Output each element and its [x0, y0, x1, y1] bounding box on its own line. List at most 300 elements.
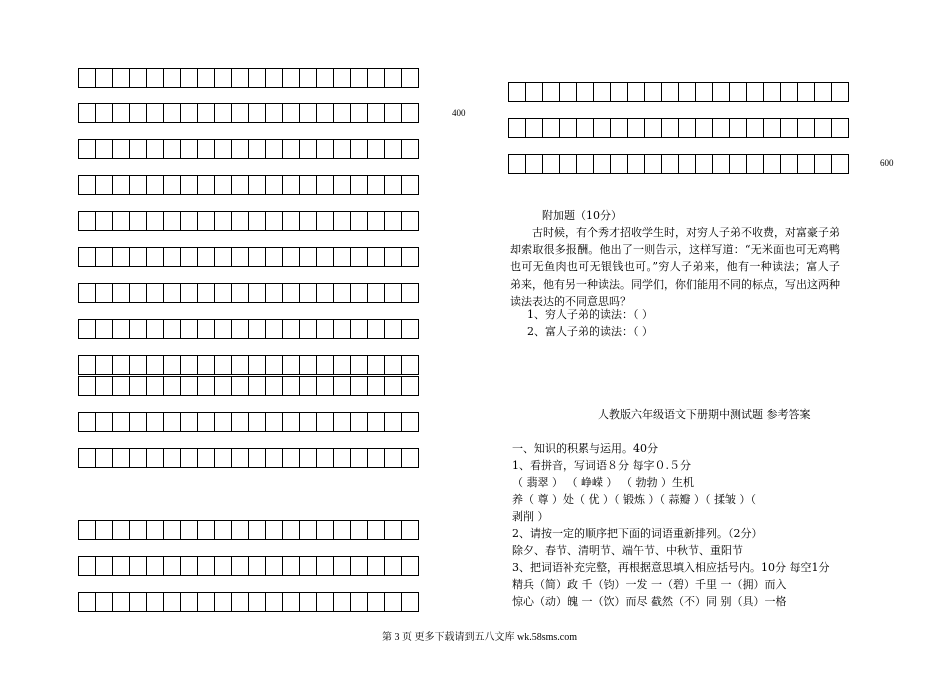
grid-cell — [215, 556, 232, 576]
grid-cell — [300, 139, 317, 159]
grid-cell — [351, 355, 368, 375]
grid-cell — [130, 211, 147, 231]
grid-row — [78, 68, 419, 88]
grid-cell — [181, 103, 198, 123]
grid-cell — [611, 82, 628, 102]
grid-cell — [351, 520, 368, 540]
grid-cell — [249, 556, 266, 576]
grid-cell — [130, 520, 147, 540]
grid-cell — [232, 319, 249, 339]
grid-cell — [147, 556, 164, 576]
grid-cell — [96, 103, 113, 123]
grid-cell — [402, 448, 419, 468]
grid-cell — [232, 68, 249, 88]
grid-cell — [696, 118, 713, 138]
grid-cell — [317, 376, 334, 396]
grid-cell — [249, 139, 266, 159]
grid-cell — [232, 139, 249, 159]
grid-cell — [402, 592, 419, 612]
grid-cell — [713, 154, 730, 174]
grid-cell — [96, 376, 113, 396]
grid-cell — [215, 103, 232, 123]
grid-cell — [113, 247, 130, 267]
grid-cell — [317, 247, 334, 267]
grid-cell — [181, 175, 198, 195]
answer-line: 3、把词语补充完整，再根据意思填入相应括号内。10分 每空1分 — [512, 561, 830, 574]
grid-cell — [147, 139, 164, 159]
grid-cell — [368, 175, 385, 195]
grid-cell — [594, 82, 611, 102]
grid-cell — [300, 412, 317, 432]
grid-cell — [198, 448, 215, 468]
grid-cell — [232, 211, 249, 231]
grid-cell — [283, 175, 300, 195]
grid-cell — [300, 211, 317, 231]
grid-cell — [368, 103, 385, 123]
grid-cell — [266, 592, 283, 612]
grid-cell — [130, 139, 147, 159]
grid-cell — [385, 592, 402, 612]
grid-cell — [645, 154, 662, 174]
grid-cell — [130, 103, 147, 123]
grid-cell — [249, 412, 266, 432]
grid-cell — [164, 103, 181, 123]
grid-cell — [300, 448, 317, 468]
grid-cell — [181, 448, 198, 468]
grid-cell — [747, 154, 764, 174]
grid-cell — [215, 412, 232, 432]
grid-cell — [334, 556, 351, 576]
grid-cell — [249, 355, 266, 375]
grid-cell — [113, 448, 130, 468]
grid-cell — [402, 319, 419, 339]
grid-row — [78, 211, 419, 231]
grid-cell — [147, 520, 164, 540]
grid-cell — [334, 175, 351, 195]
grid-cell — [181, 592, 198, 612]
grid-cell — [509, 118, 526, 138]
grid-cell — [164, 283, 181, 303]
grid-cell — [368, 556, 385, 576]
grid-cell — [334, 139, 351, 159]
grid-cell — [300, 592, 317, 612]
grid-cell — [351, 592, 368, 612]
grid-cell — [317, 319, 334, 339]
grid-cell — [300, 68, 317, 88]
grid-cell — [266, 556, 283, 576]
answer-line: 剥削 ） — [512, 510, 549, 523]
grid-cell — [283, 520, 300, 540]
grid-cell — [147, 412, 164, 432]
grid-row — [508, 82, 849, 102]
grid-cell — [79, 139, 96, 159]
grid-cell — [283, 376, 300, 396]
grid-cell — [334, 412, 351, 432]
grid-cell — [577, 118, 594, 138]
grid-cell — [300, 283, 317, 303]
grid-cell — [147, 211, 164, 231]
grid-cell — [334, 103, 351, 123]
grid-cell — [232, 283, 249, 303]
grid-cell — [594, 154, 611, 174]
grid-cell — [798, 82, 815, 102]
grid-cell — [385, 448, 402, 468]
grid-cell — [249, 592, 266, 612]
grid-cell — [815, 154, 832, 174]
answer-line: 1、看拼音，写词语８分 每字０.５分 — [512, 459, 691, 472]
grid-cell — [215, 520, 232, 540]
grid-cell — [215, 175, 232, 195]
grid-cell — [679, 154, 696, 174]
grid-cell — [232, 376, 249, 396]
grid-cell — [147, 355, 164, 375]
grid-cell — [266, 520, 283, 540]
grid-cell — [351, 283, 368, 303]
grid-cell — [79, 412, 96, 432]
grid-cell — [317, 139, 334, 159]
grid-cell — [781, 154, 798, 174]
grid-cell — [181, 376, 198, 396]
grid-cell — [266, 139, 283, 159]
grid-cell — [283, 211, 300, 231]
grid-cell — [79, 376, 96, 396]
grid-cell — [300, 376, 317, 396]
grid-cell — [266, 355, 283, 375]
grid-cell — [798, 118, 815, 138]
grid-cell — [249, 68, 266, 88]
grid-cell — [509, 154, 526, 174]
grid-cell — [317, 68, 334, 88]
grid-cell — [351, 211, 368, 231]
grid-cell — [662, 154, 679, 174]
grid-cell — [385, 247, 402, 267]
grid-cell — [402, 556, 419, 576]
grid-cell — [215, 376, 232, 396]
grid-cell — [266, 319, 283, 339]
grid-cell — [266, 211, 283, 231]
grid-cell — [164, 520, 181, 540]
grid-cell — [645, 118, 662, 138]
grid-cell — [164, 448, 181, 468]
grid-cell — [130, 376, 147, 396]
grid-cell — [130, 355, 147, 375]
grid-cell — [351, 319, 368, 339]
grid-cell — [113, 175, 130, 195]
grid-cell — [96, 211, 113, 231]
grid-cell — [79, 592, 96, 612]
grid-cell — [198, 376, 215, 396]
grid-row — [78, 448, 419, 468]
grid-cell — [130, 247, 147, 267]
grid-cell — [283, 319, 300, 339]
grid-cell — [249, 247, 266, 267]
grid-cell — [283, 103, 300, 123]
bonus-question-2: 2、富人子弟的读法：（ ） — [527, 325, 653, 338]
grid-cell — [198, 175, 215, 195]
grid-cell — [79, 103, 96, 123]
grid-cell — [696, 82, 713, 102]
grid-cell — [96, 592, 113, 612]
grid-cell — [232, 412, 249, 432]
answer-line: 精兵（简）政 千（钧）一发 一（碧）千里 一（拥）而入 — [512, 578, 787, 591]
grid-cell — [317, 283, 334, 303]
grid-cell — [730, 118, 747, 138]
grid-cell — [317, 103, 334, 123]
grid-cell — [577, 154, 594, 174]
grid-cell — [402, 103, 419, 123]
grid-cell — [198, 211, 215, 231]
grid-cell — [747, 118, 764, 138]
grid-cell — [300, 556, 317, 576]
grid-cell — [164, 211, 181, 231]
grid-cell — [181, 556, 198, 576]
grid-cell — [317, 355, 334, 375]
grid-cell — [164, 175, 181, 195]
grid-cell — [385, 355, 402, 375]
grid-cell — [113, 319, 130, 339]
grid-cell — [385, 556, 402, 576]
grid-cell — [334, 319, 351, 339]
grid-cell — [96, 520, 113, 540]
grid-cell — [113, 556, 130, 576]
grid-cell — [215, 319, 232, 339]
grid-cell — [147, 68, 164, 88]
grid-cell — [198, 556, 215, 576]
grid-cell — [283, 139, 300, 159]
grid-cell — [764, 82, 781, 102]
grid-cell — [249, 448, 266, 468]
grid-cell — [300, 175, 317, 195]
grid-cell — [215, 592, 232, 612]
grid-cell — [113, 592, 130, 612]
grid-cell — [385, 175, 402, 195]
grid-cell — [713, 82, 730, 102]
grid-cell — [385, 376, 402, 396]
grid-cell — [198, 319, 215, 339]
grid-cell — [368, 283, 385, 303]
grid-cell — [351, 68, 368, 88]
page-footer: 第 3 页 更多下载请到五八文库 wk.58sms.com — [382, 632, 577, 643]
grid-cell — [368, 448, 385, 468]
grid-cell — [181, 520, 198, 540]
grid-cell — [215, 247, 232, 267]
grid-cell — [283, 68, 300, 88]
grid-cell — [164, 139, 181, 159]
grid-cell — [300, 319, 317, 339]
grid-cell — [351, 376, 368, 396]
grid-cell — [181, 355, 198, 375]
grid-cell — [266, 175, 283, 195]
grid-cell — [351, 247, 368, 267]
grid-cell — [96, 283, 113, 303]
grid-cell — [385, 319, 402, 339]
grid-cell — [79, 355, 96, 375]
grid-cell — [368, 68, 385, 88]
grid-cell — [402, 247, 419, 267]
grid-cell — [164, 319, 181, 339]
grid-cell — [130, 283, 147, 303]
grid-cell — [543, 82, 560, 102]
grid-cell — [181, 211, 198, 231]
grid-cell — [147, 103, 164, 123]
grid-cell — [198, 592, 215, 612]
grid-cell — [781, 118, 798, 138]
grid-cell — [232, 175, 249, 195]
grid-cell — [334, 283, 351, 303]
grid-cell — [781, 82, 798, 102]
grid-cell — [266, 376, 283, 396]
grid-cell — [232, 520, 249, 540]
grid-cell — [147, 448, 164, 468]
grid-cell — [385, 103, 402, 123]
grid-cell — [198, 103, 215, 123]
grid-cell — [385, 520, 402, 540]
grid-cell — [266, 448, 283, 468]
grid-cell — [662, 118, 679, 138]
grid-cell — [232, 592, 249, 612]
grid-cell — [147, 283, 164, 303]
grid-cell — [300, 520, 317, 540]
grid-row — [78, 139, 419, 159]
grid-cell — [300, 103, 317, 123]
grid-cell — [526, 118, 543, 138]
grid-cell — [368, 520, 385, 540]
grid-cell — [249, 520, 266, 540]
grid-cell — [79, 556, 96, 576]
grid-cell — [283, 355, 300, 375]
grid-cell — [96, 247, 113, 267]
grid-cell — [747, 82, 764, 102]
grid-row — [78, 247, 419, 267]
grid-cell — [147, 247, 164, 267]
grid-cell — [385, 211, 402, 231]
grid-row — [78, 283, 419, 303]
grid-cell — [96, 319, 113, 339]
grid-cell — [334, 247, 351, 267]
grid-cell — [334, 376, 351, 396]
grid-row — [78, 319, 419, 339]
grid-cell — [130, 319, 147, 339]
grid-row — [508, 118, 849, 138]
grid-cell — [334, 520, 351, 540]
bonus-paragraph: 古时候，有个秀才招收学生时，对穷人子弟不收费，对富豪子弟却索取很多报酬。他出了一则告示，这样写道：“无米面也可无鸡鸭也可无鱼肉也可无银钱也可。”穷人子弟来，他有一种读法；富人子弟来，他有另一种读法。同学们，你们能用不同的标点，写出这两种读法表达的不同意思吗？ — [510, 226, 840, 308]
grid-cell — [198, 283, 215, 303]
grid-cell — [113, 412, 130, 432]
grid-cell — [402, 355, 419, 375]
grid-cell — [334, 355, 351, 375]
grid-cell — [113, 68, 130, 88]
grid-cell — [249, 283, 266, 303]
grid-cell — [351, 412, 368, 432]
grid-cell — [351, 139, 368, 159]
grid-cell — [232, 103, 249, 123]
grid-cell — [385, 139, 402, 159]
grid-cell — [215, 139, 232, 159]
grid-row — [78, 412, 419, 432]
grid-cell — [351, 448, 368, 468]
grid-cell — [334, 592, 351, 612]
grid-cell — [526, 82, 543, 102]
grid-cell — [577, 82, 594, 102]
grid-cell — [249, 211, 266, 231]
grid-cell — [266, 247, 283, 267]
grid-cell — [832, 82, 849, 102]
grid-cell — [402, 139, 419, 159]
grid-cell — [113, 376, 130, 396]
grid-cell — [628, 154, 645, 174]
grid-cell — [79, 448, 96, 468]
grid-cell — [385, 68, 402, 88]
grid-cell — [334, 448, 351, 468]
grid-cell — [696, 154, 713, 174]
grid-cell — [181, 319, 198, 339]
grid-cell — [198, 139, 215, 159]
grid-cell — [798, 154, 815, 174]
answers-title: 人教版六年级语文下册期中测试题 参考答案 — [598, 408, 811, 421]
answer-line: 2、请按一定的顺序把下面的词语重新排列。（2分） — [512, 527, 763, 540]
grid-cell — [402, 283, 419, 303]
grid-cell — [815, 118, 832, 138]
grid-cell — [147, 592, 164, 612]
grid-cell — [164, 376, 181, 396]
grid-cell — [113, 355, 130, 375]
grid-cell — [249, 376, 266, 396]
grid-cell — [198, 355, 215, 375]
answer-line: （ 翡翠 ） （ 峥嵘 ） （ 勃勃 ）生机 — [512, 476, 694, 489]
grid-cell — [215, 68, 232, 88]
grid-cell — [283, 283, 300, 303]
grid-cell — [509, 82, 526, 102]
grid-cell — [266, 103, 283, 123]
grid-cell — [232, 355, 249, 375]
grid-cell — [164, 247, 181, 267]
grid-cell — [283, 412, 300, 432]
grid-cell — [113, 520, 130, 540]
grid-cell — [266, 283, 283, 303]
grid-cell — [147, 319, 164, 339]
grid-cell — [543, 118, 560, 138]
grid-cell — [113, 283, 130, 303]
grid-cell — [317, 448, 334, 468]
grid-cell — [181, 283, 198, 303]
grid-cell — [147, 175, 164, 195]
grid-cell — [368, 355, 385, 375]
grid-cell — [181, 247, 198, 267]
grid-cell — [198, 520, 215, 540]
word-count-400: 400 — [452, 108, 466, 118]
grid-cell — [764, 118, 781, 138]
grid-row — [78, 103, 419, 123]
bonus-question-1: 1、穷人子弟的读法：（ ） — [527, 308, 653, 321]
grid-cell — [181, 68, 198, 88]
grid-cell — [351, 175, 368, 195]
grid-cell — [402, 520, 419, 540]
grid-cell — [351, 103, 368, 123]
grid-cell — [764, 154, 781, 174]
grid-cell — [317, 175, 334, 195]
grid-cell — [543, 154, 560, 174]
answer-line: 除夕、春节、清明节、端午节、中秋节、重阳节 — [512, 544, 743, 557]
grid-row — [78, 556, 419, 576]
grid-cell — [130, 412, 147, 432]
grid-cell — [385, 412, 402, 432]
grid-cell — [560, 118, 577, 138]
grid-cell — [317, 520, 334, 540]
grid-cell — [402, 376, 419, 396]
grid-cell — [232, 556, 249, 576]
grid-cell — [79, 247, 96, 267]
grid-cell — [164, 355, 181, 375]
